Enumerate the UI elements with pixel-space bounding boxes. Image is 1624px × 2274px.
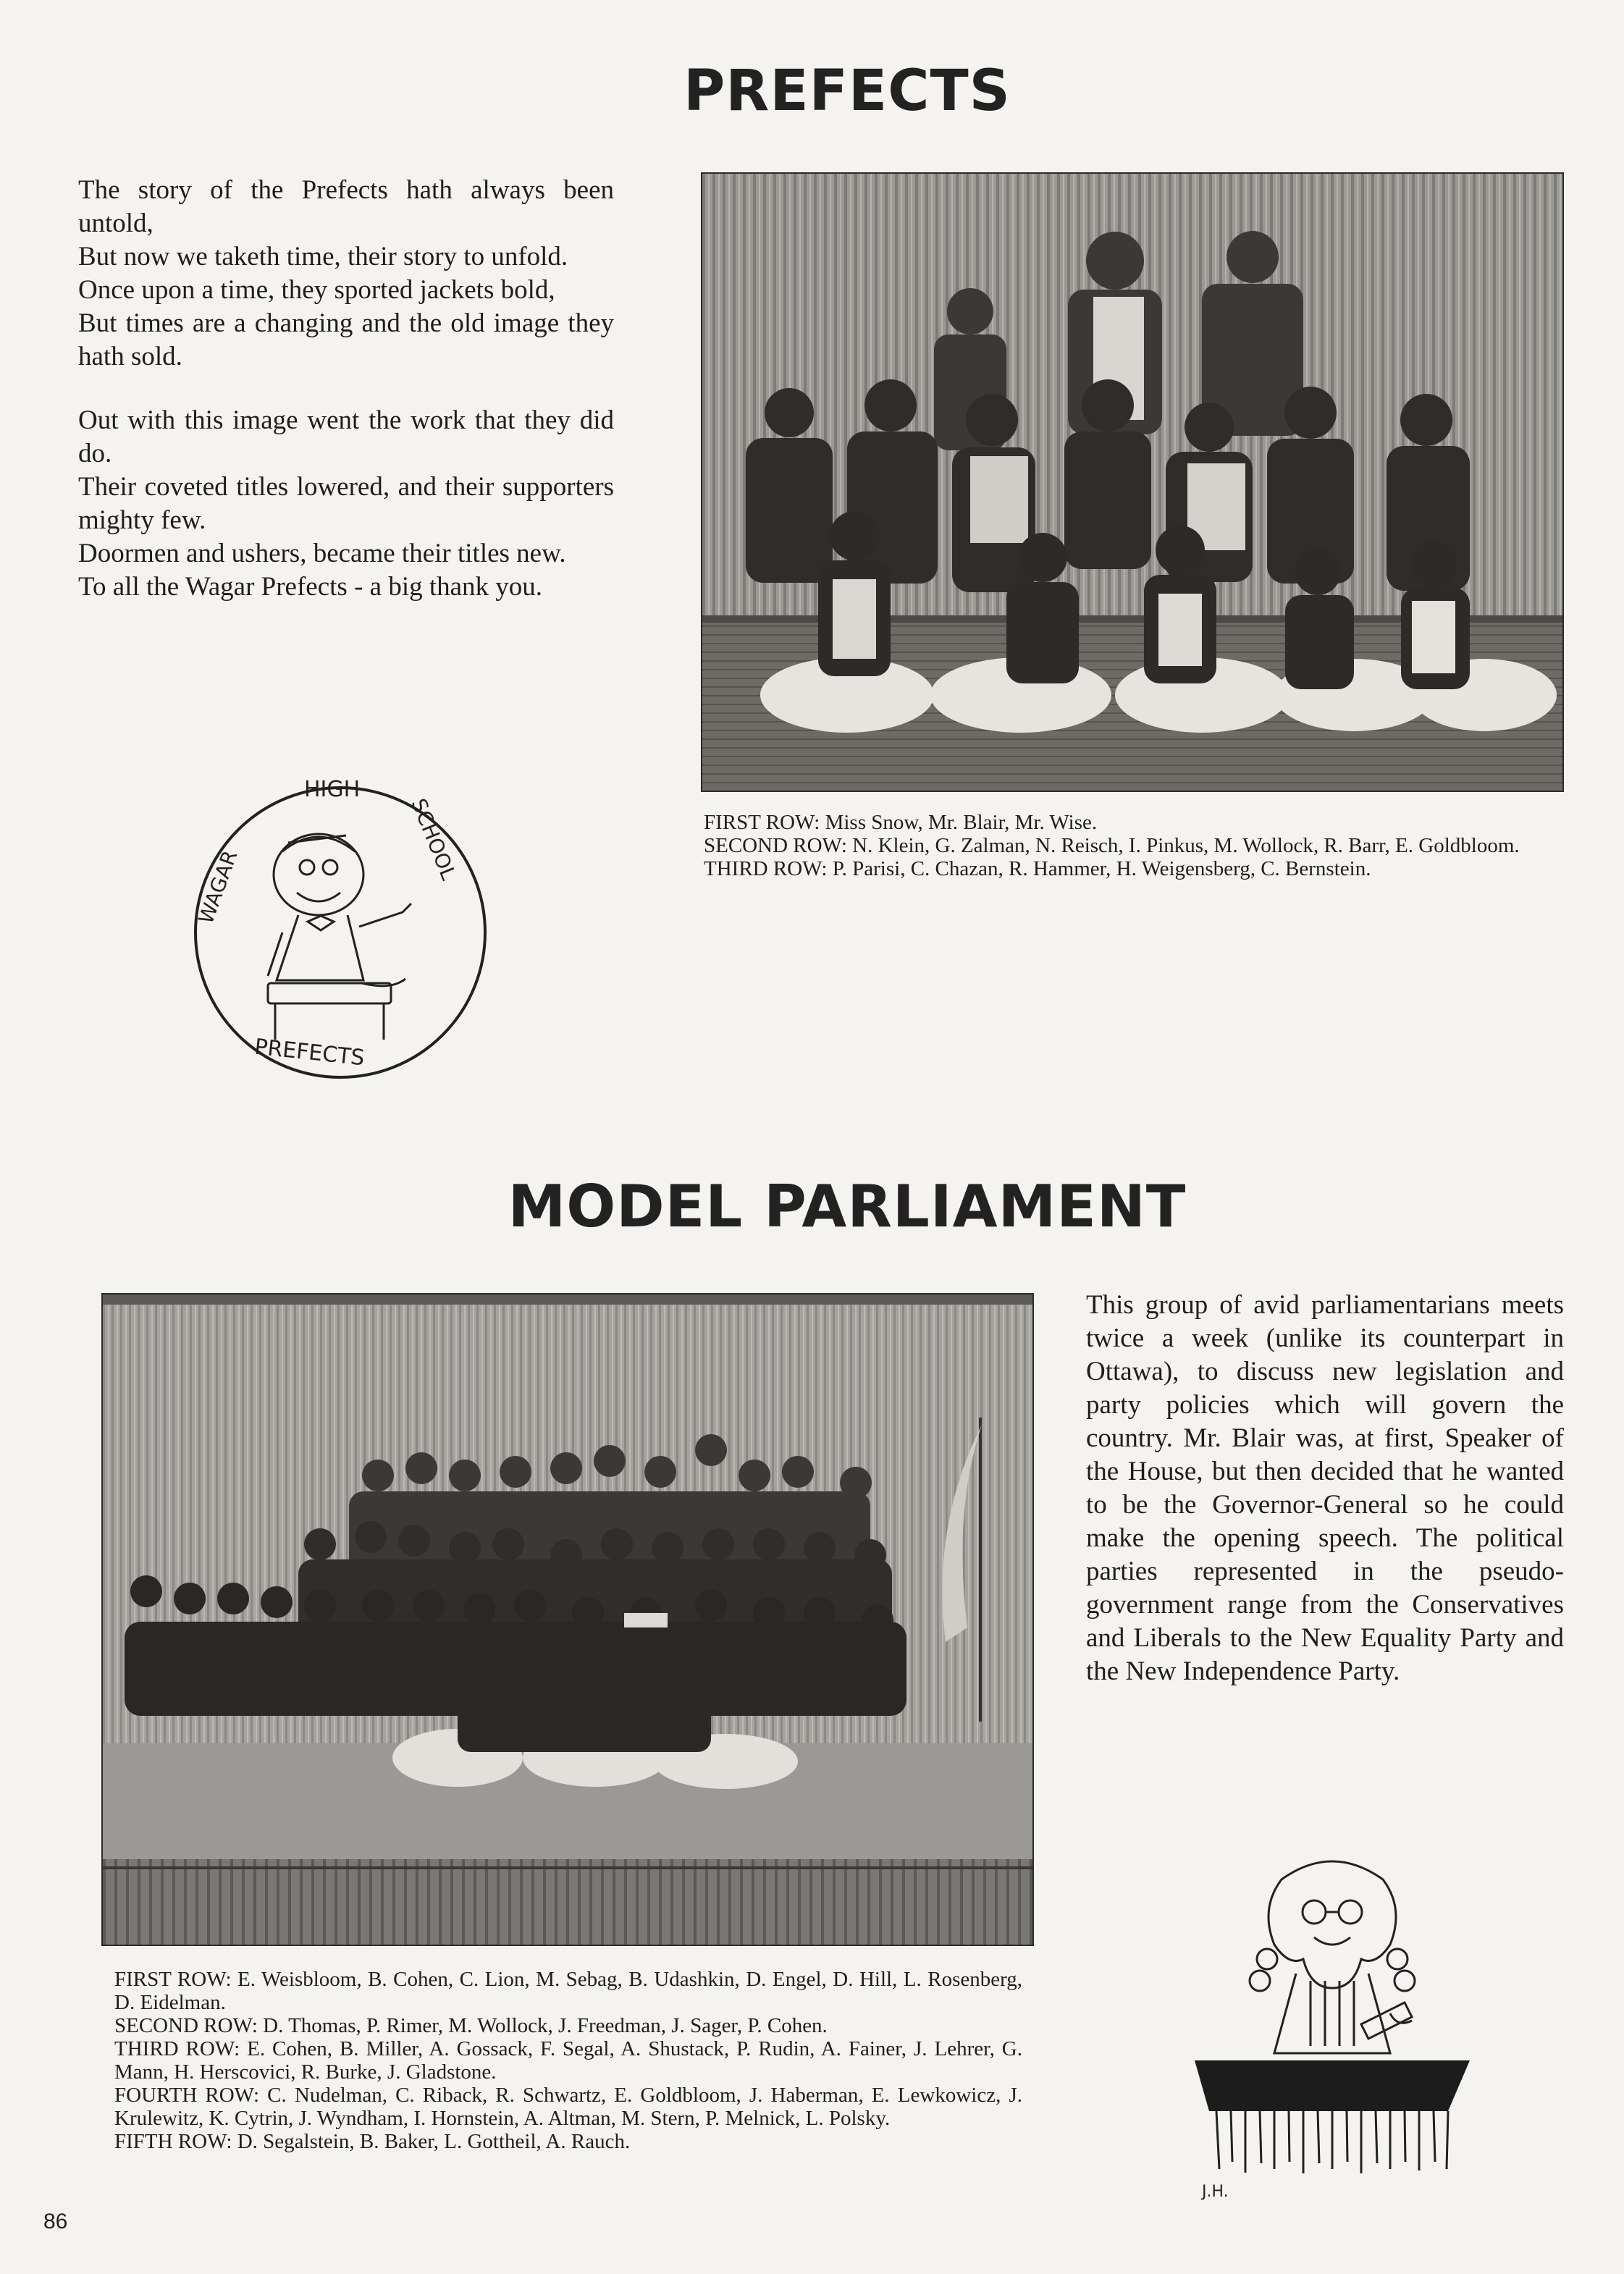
caption-first-row: FIRST ROW: Miss Snow, Mr. Blair, Mr. Wise. <box>704 811 1098 834</box>
wagar-prefects-logo <box>181 773 500 1092</box>
page-number: 86 <box>43 2210 68 2233</box>
logo-bottom-text: PREFECTS <box>253 1034 366 1071</box>
model-parliament-description: This group of avid parliamentarians meets twice a week (unlike its counterpart in Ottawa), to discuss new legislation and party policies which will govern the country. Mr. Blair was, at first, Speaker of the House, but then decided that he wanted to be the Governor-General so he could make the opening speech. The political parties represented in the pseudo-government range from the Conservatives and Liberals to the New Equality Party and the New Independence Party. <box>1086 1290 1564 1686</box>
prefects-poem <box>78 174 614 634</box>
governor-general-cartoon <box>1173 1850 1492 2205</box>
caption-fifth-row: FIFTH ROW: D. Segalstein, B. Baker, L. Gottheil, A. Rauch. <box>114 2130 631 2153</box>
poem-line: The story of the Prefects hath always been untold, <box>78 175 614 238</box>
poem-line: Their coveted titles lowered, and their supporters mighty few. <box>78 472 614 535</box>
poem-line: But times are a changing and the old image they hath sold. <box>78 308 614 371</box>
poem-line: But now we taketh time, their story to unfold. <box>78 242 568 271</box>
caption-second-row: SECOND ROW: D. Thomas, P. Rimer, M. Wollock, J. Freedman, J. Sager, P. Cohen. <box>114 2014 828 2037</box>
prefects-caption <box>704 811 1561 880</box>
poem-line: Out with this image went the work that they did do. <box>78 405 614 468</box>
caption-third-row: THIRD ROW: E. Cohen, B. Miller, A. Gossack, F. Segal, A. Shustack, P. Rudin, A. Fainer, J. Lehrer, G. Mann, H. Herscovici, R. Burke, J. Gladstone. <box>114 2037 1022 2084</box>
logo-top-text: HIGH <box>304 777 361 802</box>
poem-line: Doormen and ushers, became their titles new. <box>78 539 566 568</box>
poem-stanza-2 <box>78 404 614 604</box>
caption-third-row: THIRD ROW: P. Parisi, C. Chazan, R. Hammer, H. Weigensberg, C. Bernstein. <box>704 857 1371 880</box>
cartoon-signature: J.H. <box>1202 2183 1229 2201</box>
prefects-group-photo <box>701 172 1564 792</box>
poem-line: To all the Wagar Prefects - a big thank you. <box>78 572 543 602</box>
logo-right-text: SCHOOL <box>406 795 461 884</box>
caption-fourth-row: FOURTH ROW: C. Nudelman, C. Riback, R. Schwartz, E. Goldbloom, J. Haberman, E. Lewkowicz, J. Krulewitz, K. Cytrin, J. Wyndham, I. Hornstein, A. Altman, M. Stern, P. Melnick, L. Polsky. <box>114 2084 1022 2130</box>
poem-line: Once upon a time, they sported jackets bold, <box>78 275 555 305</box>
parliament-photo-image <box>103 1294 1032 1945</box>
caption-second-row: SECOND ROW: N. Klein, G. Zalman, N. Reisch, I. Pinkus, M. Wollock, R. Barr, E. Goldbloom. <box>704 834 1520 857</box>
poem-stanza-1 <box>78 174 614 374</box>
model-parliament-caption <box>114 1968 1022 2153</box>
model-parliament-title: MODEL PARLIAMENT <box>508 1173 1187 1240</box>
caption-first-row: FIRST ROW: E. Weisbloom, B. Cohen, C. Lion, M. Sebag, B. Udashkin, D. Engel, D. Hill, L. Rosenberg, D. Eidelman. <box>114 1968 1022 2014</box>
model-parliament-group-photo <box>101 1293 1034 1946</box>
logo-left-text: WAGAR <box>193 847 243 927</box>
prefects-title: PREFECTS <box>683 59 1011 124</box>
prefects-photo-image <box>702 174 1562 791</box>
